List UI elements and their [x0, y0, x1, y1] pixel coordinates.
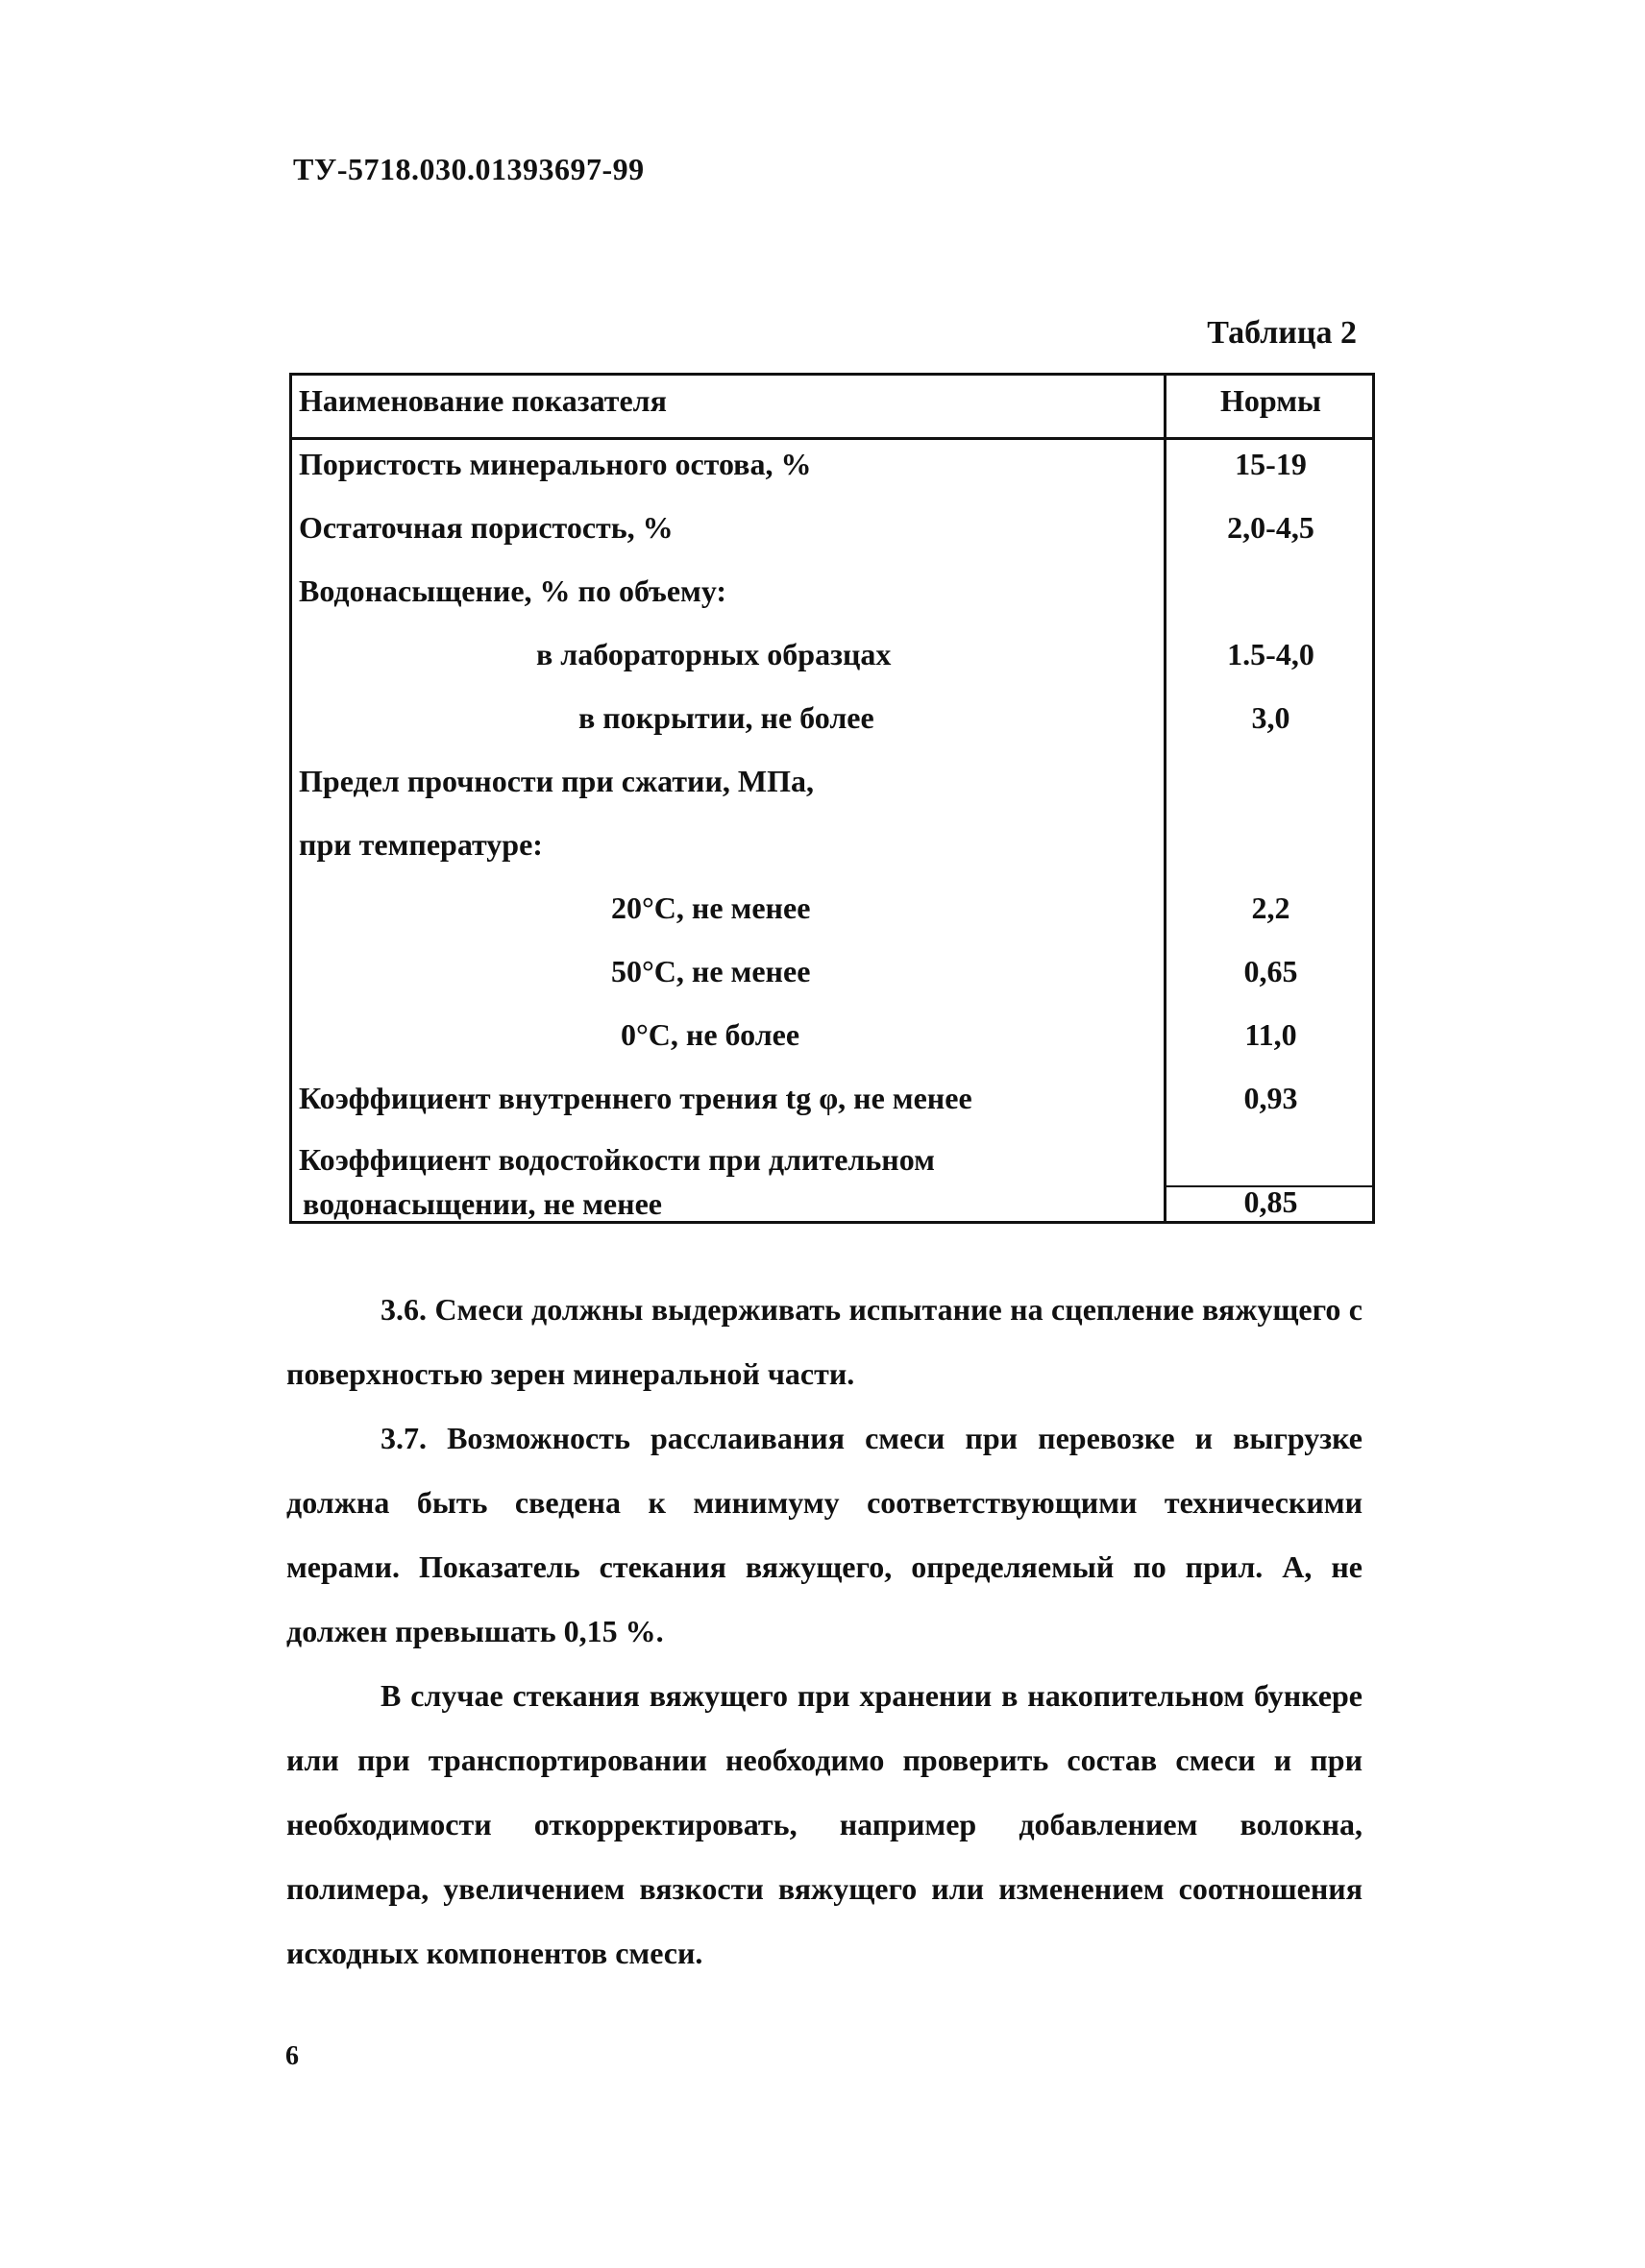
row-value: 15-19 [1235, 447, 1307, 481]
row-value: 1.5-4,0 [1227, 637, 1314, 671]
document-code: ТУ-5718.030.01393697-99 [293, 152, 645, 186]
page-number: 6 [285, 2041, 299, 2071]
row-label: Водонасыщение, % по объему: [299, 573, 727, 608]
row-value: 0,85 [1243, 1184, 1298, 1219]
table-header-divider [289, 437, 1375, 440]
paragraph-3-6: 3.6. Смеси должны выдерживать испытание на сцепление вяжущего с поверхностью зерен минеральной части. [286, 1292, 1363, 1391]
row-label: при температуре: [299, 827, 543, 862]
row-value: 11,0 [1244, 1017, 1297, 1052]
table-header-norms: Нормы [1220, 383, 1321, 418]
row-value: 2,0-4,5 [1227, 510, 1314, 545]
row-label: 20°С, не менее [611, 890, 811, 925]
row-label-line1: Коэффициент водостойкости при длительном [299, 1142, 935, 1177]
row-value: 0,65 [1243, 954, 1298, 988]
row-value: 0,93 [1243, 1081, 1298, 1115]
row-label: Коэффициент внутреннего трения tg φ, не менее [299, 1081, 972, 1115]
table-caption: Таблица 2 [1207, 315, 1357, 351]
row-label: Пористость минерального остова, % [299, 447, 812, 481]
row-value: 2,2 [1251, 890, 1290, 925]
paragraph-3-7: 3.7. Возможность расслаивания смеси при перевозке и выгрузке должна быть сведена к минимуму соответствующими техническими мерами. Показатель стекания вяжущего, определяемый по прил. А, не должен превышать 0,15 %. [286, 1421, 1363, 1648]
row-label: 0°С, не более [621, 1017, 800, 1052]
row-label: Предел прочности при сжатии, МПа, [299, 764, 814, 798]
row-label: 50°С, не менее [611, 954, 811, 988]
row-label: в лабораторных образцах [536, 637, 892, 671]
row-value: 3,0 [1251, 700, 1290, 735]
row-label: в покрытии, не более [578, 700, 874, 735]
table-header-name: Наименование показателя [299, 383, 667, 418]
row-label-line2: водонасыщении, не менее [303, 1186, 662, 1221]
paragraph-stekanie: В случае стекания вяжущего при хранении в накопительном бункере или при транспортировании необходимо проверить состав смеси и при необходимости откорректировать, например добавлением волокна, полимера, увеличением вязкости вяжущего или изменением соотношения исходных компонентов смеси. [286, 1678, 1363, 1970]
row-label: Остаточная пористость, % [299, 510, 674, 545]
